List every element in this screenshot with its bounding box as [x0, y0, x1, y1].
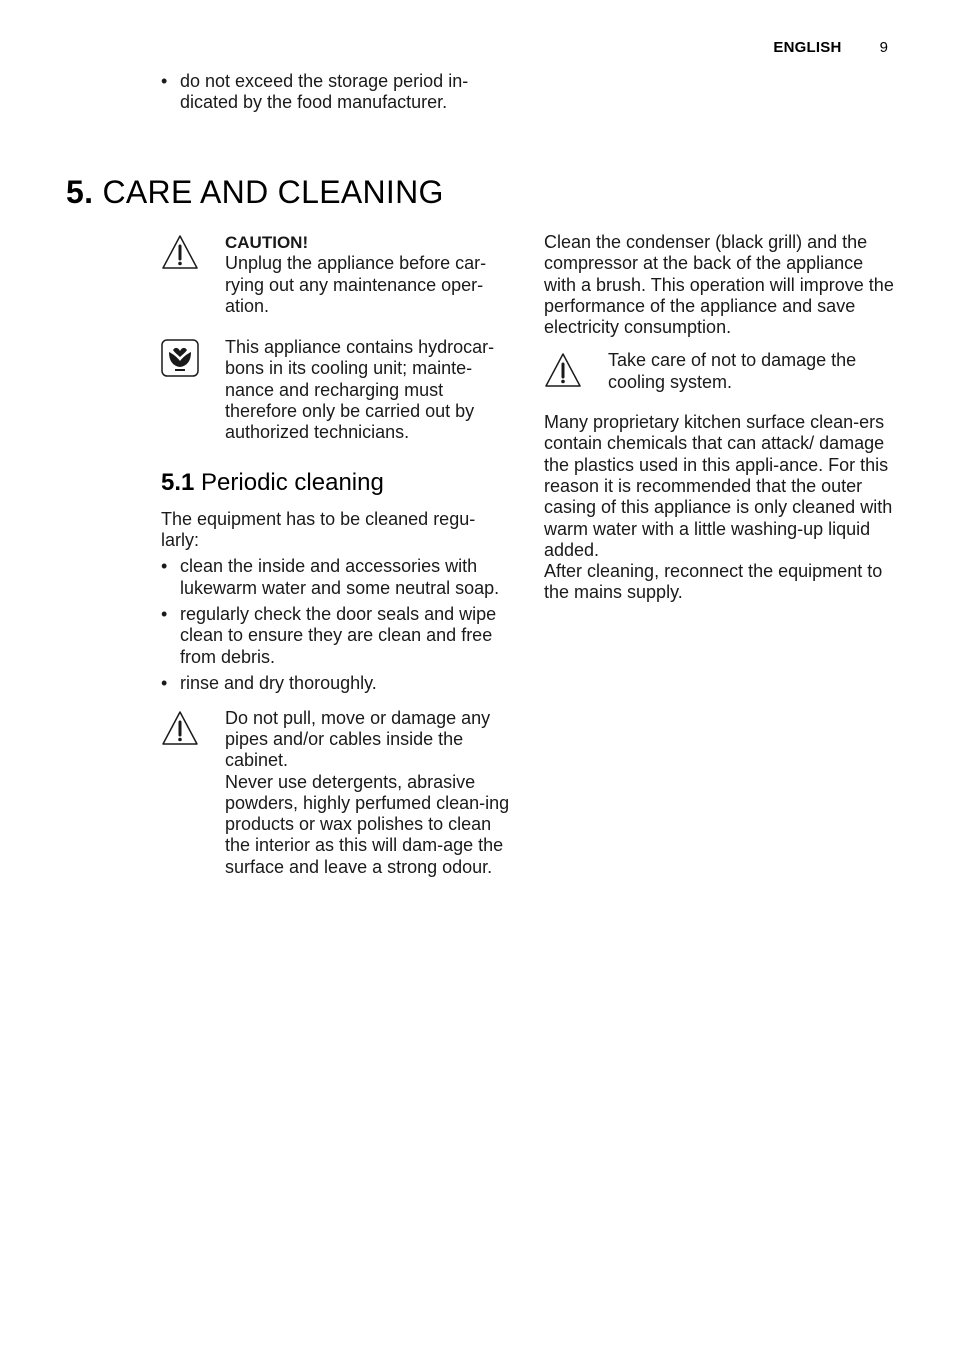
cleaners-paragraph: Many proprietary kitchen surface clean-ers contain chemicals that can attack/ damage the plastics used in this appli-ance. For this reason it is recommended that the outer casing of this appliance is only cleaned with warm water with a little washing-up liquid added. [544, 412, 893, 560]
environment-text: This appliance contains hydrocar-bons in its cooling unit; mainte-nance and recharging must therefore only be carried out by authorized technicians. [225, 337, 495, 443]
subsection-title: Periodic cleaning [201, 468, 384, 496]
environment-note [161, 337, 513, 443]
subsection-number: 5.1 [161, 468, 195, 496]
environment-leaf-icon [161, 339, 199, 377]
caution-note [161, 232, 513, 317]
language-label: ENGLISH [773, 39, 842, 56]
warning-text-pipes: Do not pull, move or damage any pipes and/or cables inside the cabinet. [225, 707, 491, 771]
condenser-paragraph: Clean the condenser (black grill) and the compressor at the back of the appliance with a brush. This operation will improve the performance of the appliance and save electricity consumption. [544, 232, 894, 338]
list-item: • rinse and dry thoroughly. [161, 673, 513, 694]
section-number: 5. [66, 174, 94, 210]
storage-bullet-list [161, 71, 511, 114]
cleaning-bullet-list [161, 556, 513, 694]
section-heading [66, 174, 444, 211]
list-item: • clean the inside and accessories with lukewarm water and some neutral soap. [161, 556, 513, 599]
warning-triangle-icon [161, 234, 199, 272]
warning-note [161, 708, 513, 878]
reconnect-paragraph: After cleaning, reconnect the equipment to the mains supply. [544, 561, 883, 603]
warning-note [544, 350, 899, 393]
caution-title: CAUTION! [225, 233, 309, 252]
cooling-warning-text: Take care of not to damage the cooling system. [608, 350, 857, 392]
warning-text-detergents: Never use detergents, abrasive powders, highly perfumed clean-ing products or wax polishes to clean the interior as this will dam-age the surface and leave a strong odour. [225, 771, 510, 877]
caution-text: Unplug the appliance before car-rying out any maintenance oper-ation. [225, 253, 487, 316]
page-header [773, 39, 888, 56]
list-item: • regularly check the door seals and wipe clean to ensure they are clean and free from debris. [161, 604, 513, 668]
page-number: 9 [879, 39, 888, 56]
section-title: CARE AND CLEANING [102, 174, 444, 210]
warning-triangle-icon [161, 710, 199, 748]
warning-triangle-icon [544, 352, 582, 390]
subsection-heading [161, 469, 513, 497]
left-column [161, 232, 513, 878]
right-column [544, 232, 899, 604]
cleaning-intro: The equipment has to be cleaned regu-larly: [161, 508, 476, 550]
list-item: • do not exceed the storage period in-dicated by the food manufacturer. [161, 71, 511, 114]
